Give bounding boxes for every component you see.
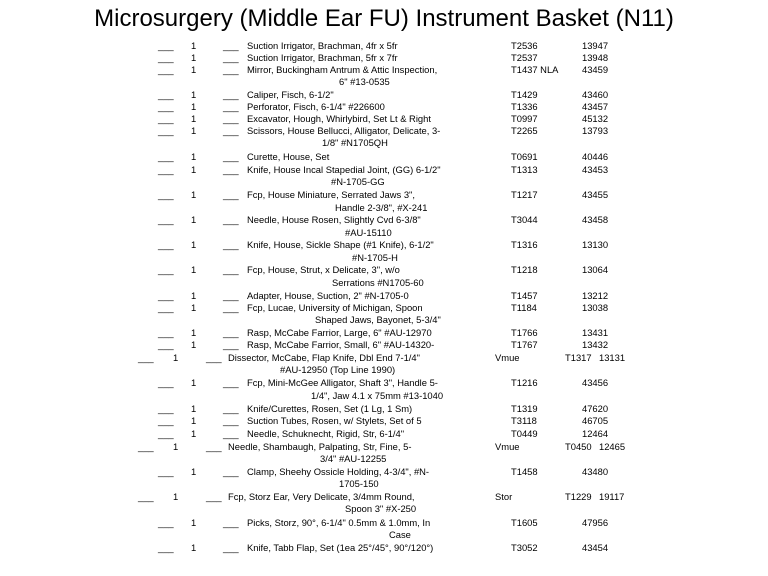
quantity: 1 (173, 352, 179, 363)
catalog-number: T3052 (511, 542, 538, 553)
instrument-row (0, 264, 768, 288)
quantity: 1 (191, 403, 197, 414)
check-blank: ___ (158, 542, 174, 553)
instrument-row (0, 302, 768, 325)
item-number: 13793 (582, 125, 609, 136)
check-blank: ___ (158, 377, 174, 388)
check-blank: ___ (158, 339, 174, 350)
item-number: 40446 (582, 151, 609, 162)
instrument-row (0, 214, 768, 238)
description: Excavator, Hough, Whirlybird, Set Lt & Right (247, 113, 431, 124)
quantity: 1 (191, 415, 197, 426)
check-blank: ___ (158, 125, 174, 136)
instrument-row (0, 466, 768, 489)
count-blank: ___ (223, 264, 239, 275)
quantity: 1 (191, 101, 197, 112)
catalog-number: T3118 (511, 415, 537, 426)
count-blank: ___ (223, 125, 239, 136)
description: Fcp, Lucae, University of Michigan, Spoon (247, 302, 423, 313)
instrument-row (0, 113, 768, 124)
count-blank: ___ (223, 89, 239, 100)
catalog-number: T1429 (511, 89, 538, 100)
check-blank: ___ (158, 151, 174, 162)
quantity: 1 (191, 189, 197, 200)
check-blank: ___ (138, 491, 154, 502)
count-blank: ___ (223, 64, 239, 75)
count-blank: ___ (223, 151, 239, 162)
check-blank: ___ (158, 403, 174, 414)
item-number: 13948 (582, 52, 609, 63)
description-continued: 1/4", Jaw 4.1 x 75mm #13-1040 (311, 390, 444, 401)
item-number: 43480 (582, 466, 609, 477)
count-blank: ___ (223, 52, 239, 63)
count-blank: ___ (223, 403, 239, 414)
catalog-number: T0691 (511, 151, 538, 162)
description-continued: #N-1705-GG (331, 176, 385, 187)
manufacturer: Stor (495, 491, 513, 502)
item-number: 13212 (582, 290, 609, 301)
description: Suction Irrigator, Brachman, 5fr x 7fr (247, 52, 398, 63)
count-blank: ___ (223, 101, 239, 112)
quantity: 1 (191, 113, 197, 124)
description-continued: #N-1705-H (352, 252, 398, 263)
check-blank: ___ (158, 290, 174, 301)
catalog-number: T1229 (565, 491, 592, 502)
item-number: 13431 (582, 327, 609, 338)
instrument-row (0, 441, 768, 464)
count-blank: ___ (223, 428, 239, 439)
quantity: 1 (191, 125, 197, 136)
item-number: 46705 (582, 415, 609, 426)
description: Mirror, Buckingham Antrum & Attic Inspection, (247, 64, 438, 75)
count-blank: ___ (223, 164, 239, 175)
check-blank: ___ (158, 327, 174, 338)
description: Fcp, House, Strut, x Delicate, 3", w/o (247, 264, 400, 275)
instrument-row (0, 151, 768, 162)
description: Fcp, Mini-McGee Alligator, Shaft 3", Handle 5- (247, 377, 438, 388)
catalog-number: T2265 (511, 125, 538, 136)
check-blank: ___ (158, 101, 174, 112)
description: Knife, House, Sickle Shape (#1 Knife), 6-1/2" (247, 239, 434, 250)
quantity: 1 (191, 89, 197, 100)
instrument-row (0, 52, 768, 63)
quantity: 1 (173, 441, 179, 452)
description-continued: #AU-15110 (345, 227, 392, 238)
description: Adapter, House, Suction, 2" #N-1705-0 (247, 290, 409, 301)
description-continued: 1/8" #N1705QH (322, 137, 388, 148)
item-number: 47620 (582, 403, 609, 414)
check-blank: ___ (138, 441, 154, 452)
catalog-number: T1767 (511, 339, 538, 350)
check-blank: ___ (158, 52, 174, 63)
quantity: 1 (191, 542, 197, 553)
count-blank: ___ (206, 491, 222, 502)
count-blank: ___ (206, 441, 222, 452)
description-continued: 1705-150 (339, 478, 379, 489)
catalog-number: T0450 (565, 441, 592, 452)
description: Needle, House Rosen, Slightly Cvd 6-3/8" (247, 214, 421, 225)
instrument-row (0, 64, 768, 87)
check-blank: ___ (158, 428, 174, 439)
quantity: 1 (191, 239, 197, 250)
item-number: 12464 (582, 428, 609, 439)
catalog-number: T1437 NLA (511, 64, 559, 75)
catalog-number: T2537 (511, 52, 538, 63)
instrument-row (0, 239, 768, 263)
catalog-number: T1218 (511, 264, 538, 275)
instrument-row (0, 352, 768, 375)
check-blank: ___ (158, 415, 174, 426)
instrument-row (0, 517, 768, 540)
item-number: 43457 (582, 101, 609, 112)
catalog-number: T0997 (511, 113, 538, 124)
count-blank: ___ (223, 40, 239, 51)
description-continued: Serrations #N1705-60 (332, 277, 424, 288)
catalog-number: T1319 (511, 403, 538, 414)
quantity: 1 (191, 52, 197, 63)
count-blank: ___ (223, 517, 239, 528)
item-number: 43458 (582, 214, 609, 225)
item-number: 45132 (582, 113, 609, 124)
quantity: 1 (191, 264, 197, 275)
quantity: 1 (191, 151, 197, 162)
description: Fcp, House Miniature, Serrated Jaws 3", (247, 189, 415, 200)
check-blank: ___ (158, 302, 174, 313)
quantity: 1 (191, 339, 197, 350)
instrument-row (0, 189, 768, 213)
item-number: 43456 (582, 377, 609, 388)
quantity: 1 (191, 40, 197, 51)
instrument-row (0, 491, 768, 514)
instrument-row (0, 164, 768, 187)
check-blank: ___ (158, 264, 174, 275)
description: Rasp, McCabe Farrior, Small, 6" #AU-14320- (247, 339, 435, 350)
quantity: 1 (191, 302, 197, 313)
item-number: 43459 (582, 64, 609, 75)
instrument-row (0, 415, 768, 426)
count-blank: ___ (223, 327, 239, 338)
description: Curette, House, Set (247, 151, 330, 162)
catalog-number: T2536 (511, 40, 538, 51)
instrument-row (0, 89, 768, 100)
instrument-row (0, 290, 768, 301)
count-blank: ___ (223, 239, 239, 250)
count-blank: ___ (223, 542, 239, 553)
count-blank: ___ (223, 339, 239, 350)
quantity: 1 (191, 214, 197, 225)
quantity: 1 (173, 491, 179, 502)
item-number: 13432 (582, 339, 609, 350)
description-continued: #AU-12950 (Top Line 1990) (280, 364, 396, 375)
count-blank: ___ (223, 302, 239, 313)
item-number: 13947 (582, 40, 609, 51)
manufacturer: Vmue (495, 441, 520, 452)
check-blank: ___ (158, 64, 174, 75)
item-number: 13131 (599, 352, 626, 363)
check-blank: ___ (158, 164, 174, 175)
item-number: 43460 (582, 89, 609, 100)
quantity: 1 (191, 164, 197, 175)
instrument-row (0, 327, 768, 338)
page-title: Microsurgery (Middle Ear FU) Instrument Basket (N11) (94, 5, 674, 32)
item-number: 13130 (582, 239, 609, 250)
instrument-row (0, 125, 768, 148)
description: Scissors, House Bellucci, Alligator, Delicate, 3- (247, 125, 441, 136)
count-blank: ___ (223, 189, 239, 200)
count-blank: ___ (223, 290, 239, 301)
quantity: 1 (191, 377, 197, 388)
description-continued: 6" #13-0535 (339, 76, 390, 87)
instrument-row (0, 377, 768, 401)
count-blank: ___ (223, 113, 239, 124)
check-blank: ___ (138, 352, 154, 363)
item-number: 19117 (599, 491, 625, 502)
item-number: 43454 (582, 542, 609, 553)
catalog-number: T1458 (511, 466, 538, 477)
quantity: 1 (191, 290, 197, 301)
catalog-number: T1766 (511, 327, 538, 338)
description: Clamp, Sheehy Ossicle Holding, 4-3/4", #N- (247, 466, 430, 477)
count-blank: ___ (223, 377, 239, 388)
item-number: 43455 (582, 189, 609, 200)
description: Dissector, McCabe, Flap Knife, Dbl End 7-1/4" (228, 352, 420, 363)
instrument-row (0, 339, 768, 350)
instrument-row (0, 403, 768, 414)
description-continued: 3/4" #AU-12255 (320, 453, 387, 464)
quantity: 1 (191, 64, 197, 75)
quantity: 1 (191, 466, 197, 477)
description: Suction Tubes, Rosen, w/ Stylets, Set of 5 (247, 415, 422, 426)
description: Needle, Schuknecht, Rigid, Str, 6-1/4" (247, 428, 405, 439)
catalog-number: T1336 (511, 101, 538, 112)
count-blank: ___ (206, 352, 222, 363)
description: Knife/Curettes, Rosen, Set (1 Lg, 1 Sm) (247, 403, 413, 414)
catalog-number: T1317 (565, 352, 592, 363)
instrument-row (0, 101, 768, 112)
catalog-number: T1184 (511, 302, 537, 313)
description: Needle, Shambaugh, Palpating, Str, Fine, 5- (228, 441, 412, 452)
description-continued: Case (389, 529, 411, 540)
catalog-number: T1313 (511, 164, 538, 175)
description-continued: Shaped Jaws, Bayonet, 5-3/4" (315, 314, 441, 325)
count-blank: ___ (223, 415, 239, 426)
check-blank: ___ (158, 189, 174, 200)
check-blank: ___ (158, 89, 174, 100)
description: Knife, Tabb Flap, Set (1ea 25°/45°, 90°/120°) (247, 542, 434, 553)
check-blank: ___ (158, 517, 174, 528)
count-blank: ___ (223, 214, 239, 225)
check-blank: ___ (158, 113, 174, 124)
description: Picks, Storz, 90°, 6-1/4" 0.5mm & 1.0mm, In (247, 517, 431, 528)
description: Knife, House Incal Stapedial Joint, (GG) 6-1/2" (247, 164, 441, 175)
catalog-number: T0449 (511, 428, 538, 439)
item-number: 13038 (582, 302, 609, 313)
catalog-number: T1216 (511, 377, 538, 388)
check-blank: ___ (158, 214, 174, 225)
item-number: 47956 (582, 517, 609, 528)
catalog-number: T1605 (511, 517, 538, 528)
quantity: 1 (191, 327, 197, 338)
quantity: 1 (191, 428, 197, 439)
description-continued: Spoon 3" #X-250 (345, 503, 417, 514)
item-number: 12465 (599, 441, 626, 452)
instrument-row (0, 428, 768, 439)
catalog-number: T1217 (511, 189, 538, 200)
description: Caliper, Fisch, 6-1/2" (247, 89, 334, 100)
manufacturer: Vmue (495, 352, 520, 363)
catalog-number: T3044 (511, 214, 538, 225)
check-blank: ___ (158, 239, 174, 250)
catalog-number: T1457 (511, 290, 538, 301)
check-blank: ___ (158, 40, 174, 51)
description-continued: Handle 2-3/8", #X-241 (335, 202, 428, 213)
description: Fcp, Storz Ear, Very Delicate, 3/4mm Round, (228, 491, 415, 502)
description: Rasp, McCabe Farrior, Large, 6" #AU-12970 (247, 327, 432, 338)
quantity: 1 (191, 517, 197, 528)
item-number: 13064 (582, 264, 609, 275)
item-number: 43453 (582, 164, 609, 175)
description: Suction Irrigator, Brachman, 4fr x 5fr (247, 40, 398, 51)
instrument-row (0, 542, 768, 553)
instrument-row (0, 40, 768, 51)
catalog-number: T1316 (511, 239, 538, 250)
description: Perforator, Fisch, 6-1/4" #226600 (247, 101, 385, 112)
check-blank: ___ (158, 466, 174, 477)
count-blank: ___ (223, 466, 239, 477)
